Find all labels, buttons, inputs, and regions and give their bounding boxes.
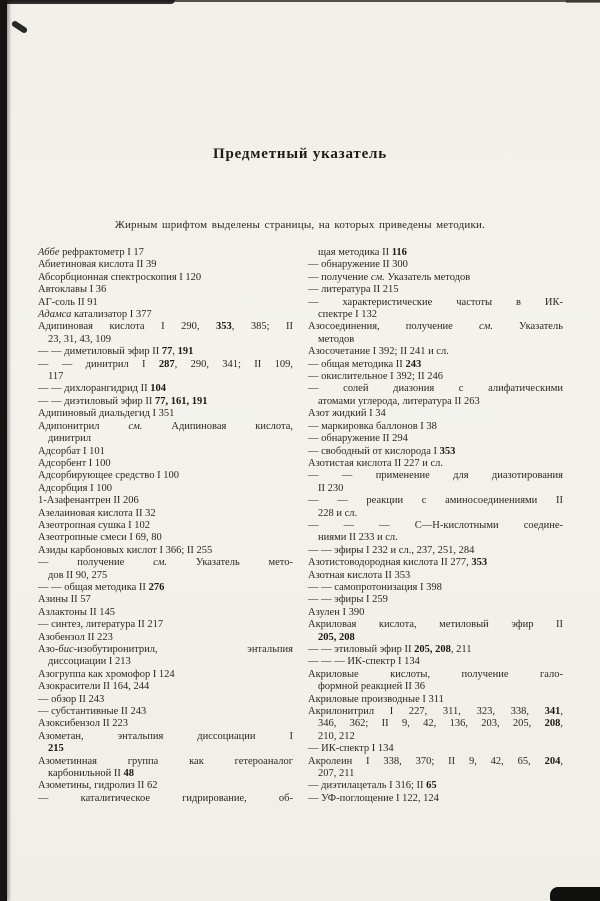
index-text: — синтез, литература II 217	[38, 619, 164, 631]
index-text: формной реакцией II 36	[318, 681, 425, 693]
index-line	[38, 346, 293, 358]
index-text-italic: бис	[58, 644, 74, 655]
index-text: — литература II 215	[308, 284, 399, 296]
index-text: — — самопротонизация I 398	[308, 581, 442, 593]
index-line	[308, 644, 563, 656]
index-text: Акрилонитрил I 227, 311, 323, 338,	[308, 706, 545, 718]
index-text: — — реакции с аминосоединениями II	[308, 495, 563, 507]
index-text: — — применение для диазотирования	[308, 470, 563, 482]
index-text: II 230	[318, 482, 344, 494]
legend-note: Жирным шрифтом выделены страницы, на которых приведены методики.	[114, 219, 486, 231]
index-text: рефрактометр I 17	[59, 247, 144, 258]
index-line	[38, 632, 293, 644]
index-text: АГ-соль II 91	[38, 296, 98, 308]
index-text: Абиетиновая кислота II 39	[38, 259, 157, 271]
index-text: — — динитрил I	[38, 358, 159, 370]
index-columns	[38, 247, 563, 805]
index-text: — — — ИК-спектр I 134	[308, 656, 420, 668]
index-text: 117	[48, 371, 64, 383]
index-line	[308, 396, 563, 408]
page-ref-bold: 208	[544, 718, 561, 730]
index-text: Указатель методов	[384, 271, 471, 283]
index-line	[38, 371, 293, 383]
index-line	[308, 632, 563, 644]
index-line	[38, 607, 293, 619]
index-text: катализатор I 377	[71, 309, 152, 321]
index-text: Азокрасители II 164, 244	[38, 681, 150, 693]
index-line	[308, 371, 563, 383]
index-line	[308, 793, 563, 805]
index-text: Адсорбент I 100	[38, 457, 111, 469]
index-text: Абсорбционная спектроскопия I 120	[38, 271, 202, 283]
index-text: Указатель	[492, 321, 563, 333]
index-line	[38, 656, 293, 668]
index-line	[38, 495, 293, 507]
index-line	[308, 247, 563, 259]
index-line	[308, 446, 563, 458]
index-text: 228 и сл.	[318, 507, 358, 519]
index-line	[308, 259, 563, 271]
index-line	[38, 731, 293, 743]
index-text: ,	[560, 706, 563, 718]
index-line	[38, 284, 293, 296]
index-line	[38, 669, 293, 681]
page-title: Предметный указатель	[213, 146, 387, 162]
index-text: — получение	[308, 271, 371, 283]
index-text: , 211	[450, 644, 472, 655]
index-text: Адсорбат I 101	[38, 445, 105, 457]
index-text: атомами углерода, литература II 263	[318, 395, 480, 407]
index-line	[38, 545, 293, 557]
scan-artifact-topleft-smear	[7, 0, 175, 4]
index-text: 23, 31, 43, 109	[48, 333, 111, 345]
index-text: Адипиновая кислота,	[142, 420, 293, 432]
index-text: Азометан, энтальпия диссоциации I	[38, 730, 293, 742]
index-line	[38, 756, 293, 768]
index-line	[308, 433, 563, 445]
index-text: — обзор II 243	[38, 693, 105, 705]
index-text: Автоклавы I 36	[38, 284, 107, 296]
index-text: — диэтилацеталь I 316; II	[308, 780, 427, 792]
index-line	[308, 284, 563, 296]
index-text: — характеристические частоты в ИК-	[308, 296, 563, 308]
index-line	[308, 557, 563, 569]
page-ref-bold: 243	[405, 358, 422, 370]
page-ref-bold: 353	[439, 445, 456, 457]
page-ref-bold: 215	[48, 743, 64, 755]
index-text: Азеотропная сушка I 102	[38, 519, 151, 531]
index-line	[38, 644, 293, 656]
index-line	[38, 408, 293, 420]
page-ref-bold: 353	[471, 557, 488, 569]
index-text-italic: Аббе	[38, 247, 60, 258]
index-text: карбонильной II	[48, 768, 124, 780]
index-text: — обнаружение II 294	[308, 433, 408, 445]
index-text: Адипонитрил	[38, 420, 129, 432]
index-line	[308, 545, 563, 557]
index-text: ,	[172, 346, 178, 358]
index-line	[308, 607, 563, 619]
index-text: ,	[560, 718, 563, 730]
index-line	[38, 619, 293, 631]
index-line	[38, 297, 293, 309]
index-text: Азогруппа как хромофор I 124	[38, 668, 175, 680]
index-text: Акролеин I 338, 370; II 9, 42, 65,	[308, 755, 545, 767]
index-text: -изобутиронитрил, энтальпия	[73, 644, 293, 655]
index-text: — получение	[38, 557, 154, 569]
index-line	[38, 508, 293, 520]
page-ref-bold: 341	[544, 706, 561, 718]
index-line	[38, 743, 293, 755]
index-line	[308, 532, 563, 544]
index-text: — — — С—Н-кислотными соедине-	[308, 519, 563, 531]
index-text: дов II 90, 275	[48, 569, 108, 581]
page-ref-bold: 353	[215, 321, 232, 333]
index-text: — обнаружение II 300	[308, 259, 408, 271]
index-line	[38, 681, 293, 693]
index-text: Адсорбирующее средство I 100	[38, 470, 179, 482]
index-text: 346, 362; II 9, 42, 136, 203, 205,	[318, 718, 545, 730]
index-text-italic: см.	[370, 271, 385, 283]
index-line	[38, 780, 293, 792]
index-line	[308, 408, 563, 420]
index-text: Азосочетание I 392; II 241 и сл.	[308, 346, 449, 358]
page-ref-bold: 276	[148, 581, 165, 593]
index-text: — каталитическое гидрирование, об-	[38, 792, 293, 804]
index-line	[308, 508, 563, 520]
index-text: Азотистоводородная кислота II 277,	[308, 557, 472, 569]
index-line	[38, 383, 293, 395]
scan-artifact-topleft-tick	[11, 20, 29, 34]
index-text-italic: см.	[128, 420, 143, 432]
index-line	[38, 793, 293, 805]
index-line	[308, 768, 563, 780]
index-text: Азеотропные смеси I 69, 80	[38, 532, 162, 544]
index-line	[38, 309, 293, 321]
index-line	[38, 557, 293, 569]
index-line	[308, 656, 563, 668]
index-line	[308, 582, 563, 594]
index-text: — ИК-спектр I 134	[308, 743, 394, 755]
index-line	[308, 495, 563, 507]
index-line	[308, 669, 563, 681]
page-ref-bold: 77	[161, 346, 173, 358]
index-text: Азосоединения, получение	[308, 321, 479, 333]
index-text: Азотистая кислота II 227 и сл.	[308, 457, 443, 469]
index-line	[308, 470, 563, 482]
index-text: Азобензол II 223	[38, 631, 113, 643]
index-text: Указатель мето-	[167, 557, 293, 569]
index-text: — окислительное I 392; II 246	[308, 371, 443, 383]
index-line	[38, 483, 293, 495]
index-line	[308, 346, 563, 358]
index-line	[38, 446, 293, 458]
page-ref-bold: 116	[391, 247, 407, 258]
page-ref-bold: 77, 161, 191	[155, 395, 208, 407]
index-text: Азелаиновая кислота II 32	[38, 507, 156, 519]
index-text: — солей диазония с алифатическими	[308, 383, 563, 395]
index-text: Акриловые производные I 311	[308, 693, 444, 705]
index-line	[38, 458, 293, 470]
index-text: — — общая методика II	[38, 581, 149, 593]
index-text: , 290, 341; II 109,	[174, 358, 293, 370]
page-ref-bold: 104	[150, 383, 166, 395]
index-line	[308, 731, 563, 743]
index-text: — — диэтиловый эфир II	[38, 395, 156, 407]
index-text: — — эфиры I 232 и сл., 237, 251, 284	[308, 544, 475, 556]
index-line	[308, 321, 563, 333]
index-line	[308, 421, 563, 433]
index-line	[38, 433, 293, 445]
index-text: Азиды карбоновых кислот I 366; II 255	[38, 544, 213, 556]
index-text: — — диметиловый эфир II	[38, 346, 162, 358]
page-ref-bold: 205, 208	[414, 644, 451, 655]
page-ref-bold: 191	[177, 346, 194, 358]
index-text: Азины II 57	[38, 594, 91, 606]
index-column-left	[38, 247, 293, 805]
index-line	[38, 259, 293, 271]
index-line	[38, 321, 293, 333]
page-ref-bold: 287	[158, 358, 175, 370]
index-text: — — дихлорангидрид II	[38, 383, 151, 395]
index-line	[38, 359, 293, 371]
index-text: — УФ-поглощение I 122, 124	[308, 792, 439, 804]
index-text: Азлактоны II 145	[38, 606, 115, 618]
index-line	[308, 297, 563, 309]
scan-artifact-left-edge	[0, 0, 7, 901]
index-line	[38, 421, 293, 433]
index-text: ниями II 233 и сл.	[318, 532, 398, 544]
index-line	[308, 694, 563, 706]
index-text: — маркировка баллонов I 38	[308, 420, 437, 432]
index-text: 1-Азафенантрен II 206	[38, 495, 139, 507]
index-line	[38, 334, 293, 346]
index-text: Азулен I 390	[308, 606, 365, 618]
index-text: — — этиловый эфир II	[308, 644, 415, 655]
index-line	[308, 458, 563, 470]
index-text: Адсорбция I 100	[38, 482, 112, 494]
index-text: щая методика II	[318, 247, 392, 258]
scan-artifact-topright-corner	[566, 0, 600, 3]
index-line	[308, 483, 563, 495]
page-ref-bold: 65	[426, 780, 437, 792]
index-line	[38, 520, 293, 532]
index-text-italic: см.	[478, 321, 493, 333]
index-line	[308, 743, 563, 755]
index-text: Азометины, гидролиз II 62	[38, 780, 158, 792]
index-line	[308, 359, 563, 371]
page-ref-bold: 48	[123, 768, 134, 780]
index-text: Азот жидкий I 34	[308, 408, 386, 420]
index-text: — субстантивные II 243	[38, 706, 147, 718]
index-text-italic: Адамса	[38, 309, 72, 321]
index-column-right	[308, 247, 563, 805]
index-line	[308, 619, 563, 631]
index-text: Азоксибензол II 223	[38, 718, 128, 730]
index-text: Акриловые кислоты, получение гало-	[308, 668, 563, 680]
index-line	[38, 706, 293, 718]
index-text: — — эфиры I 259	[308, 594, 388, 606]
index-line	[308, 272, 563, 284]
index-line	[38, 247, 293, 259]
index-text: динитрил	[48, 433, 92, 445]
index-line	[38, 570, 293, 582]
index-text: Азо-	[38, 644, 59, 655]
index-line	[38, 272, 293, 284]
index-text: Адипиновый диальдегид I 351	[38, 408, 175, 420]
index-line	[308, 718, 563, 730]
index-line	[308, 681, 563, 693]
index-line	[308, 383, 563, 395]
index-line	[38, 470, 293, 482]
index-text: методов	[318, 333, 355, 345]
index-line	[38, 768, 293, 780]
index-line	[308, 706, 563, 718]
index-line	[38, 582, 293, 594]
index-text: Акриловая кислота, метиловый эфир II	[308, 619, 563, 631]
index-line	[308, 780, 563, 792]
index-text-italic: см.	[153, 557, 168, 569]
index-text: 207, 211	[318, 768, 355, 780]
scan-artifact-bottomright-blob	[550, 887, 600, 901]
index-line	[308, 756, 563, 768]
index-line	[308, 520, 563, 532]
index-line	[38, 718, 293, 730]
index-text: , 385; II	[231, 321, 293, 333]
index-line	[38, 532, 293, 544]
index-text: Адипиновая кислота I 290,	[38, 321, 216, 333]
index-line	[308, 570, 563, 582]
index-text: ,	[560, 755, 563, 767]
page-ref-bold: 204	[544, 755, 561, 767]
index-line	[308, 334, 563, 346]
index-line	[308, 309, 563, 321]
index-text: Азометинная группа как гетероаналог	[38, 755, 293, 767]
index-line	[38, 396, 293, 408]
index-line	[308, 594, 563, 606]
page-ref-bold: 205, 208	[318, 631, 355, 643]
index-line	[38, 694, 293, 706]
index-text: — свободный от кислорода I	[308, 445, 440, 457]
index-text: диссоциации I 213	[48, 656, 131, 668]
index-text: 210, 212	[318, 730, 355, 742]
index-text: — общая методика II	[308, 358, 406, 370]
index-line	[38, 594, 293, 606]
index-text: спектре I 132	[318, 309, 378, 321]
index-text: Азотная кислота II 353	[308, 569, 411, 581]
